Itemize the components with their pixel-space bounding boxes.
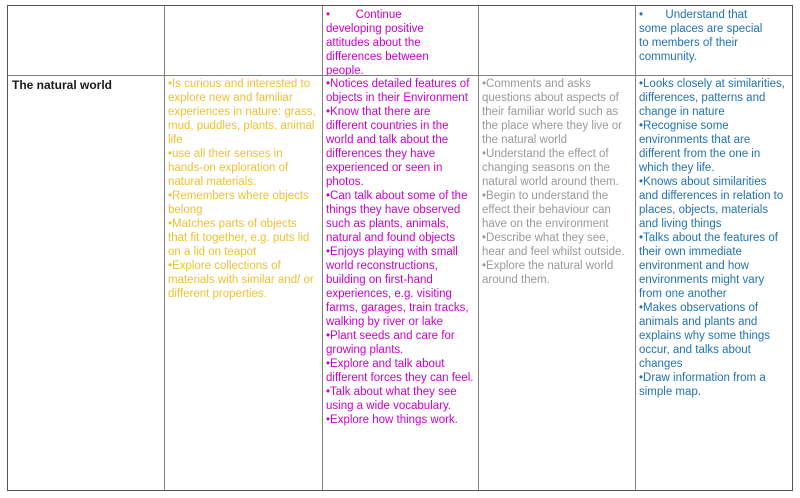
bullet-item: •Begin to understand the effect their behaviour can have on the environment — [482, 190, 611, 230]
bullet-item: •Matches parts of objects that fit together, e.g. puts lid on a lid on teapot — [168, 218, 310, 258]
bullet-item: •Looks closely at similarities, differences, patterns and change in nature — [639, 78, 785, 118]
bullet-item: •Describe what they see, hear and feel whilst outside. — [482, 232, 625, 258]
bullet-item: •Remembers where objects belong — [168, 190, 309, 216]
top-row-magenta-note: • Continue developing positive attitudes about the differences between people. — [323, 6, 479, 76]
bullet-item: •Recognise some environments that are different from the one in which they life. — [639, 120, 761, 174]
bullet-item: •Makes observations of animals and plants and explains why some things occur, and talks about changes — [639, 302, 771, 370]
bullet-item: •Know that there are different countries in the world and talk about the differences they have experienced or seen in photos. — [326, 106, 449, 188]
bullet-item: •Talk about what they see using a wide vocabulary. — [326, 386, 457, 412]
bullet-item: •Comments and asks questions about aspects of their familiar world such as the place where they live or the natural world — [482, 78, 622, 146]
yellow-items-cell — [165, 76, 323, 490]
magenta-items-cell — [323, 76, 479, 490]
bullet-item: •Explore collections of materials with similar and/ or different properties. — [168, 260, 314, 300]
row-label-natural-world: The natural world — [8, 76, 165, 490]
bullet-item: •Is curious and interested to explore new and familiar experiences in nature: grass, mud, puddles, plants, animal life — [168, 78, 316, 146]
top-row-empty-cell-1 — [8, 6, 165, 76]
bullet-item: •Can talk about some of the things they have observed such as plants, animals, natural and found objects — [326, 190, 468, 244]
bullet-item: •Explore and talk about different forces they can feel. — [326, 358, 474, 384]
bullet-item: •Understand the effect of changing seasons on the natural world around them. — [482, 148, 619, 188]
blue-items-cell — [636, 76, 792, 490]
bullet-item: •Enjoys playing with small world reconstructions, building on first-hand experiences, e.g. visiting farms, garages, train tracks, walking by river or lake — [326, 246, 469, 328]
bullet-item: •Notices detailed features of objects in their Environment — [326, 78, 470, 104]
bullet-item: •Talks about the features of their own immediate environment and how environments might vary from one another — [639, 232, 778, 300]
bullet-item: •Knows about similarities and differences in relation to places, objects, materials and living things — [639, 176, 784, 230]
bullet-item: •Plant seeds and care for growing plants. — [326, 330, 455, 356]
bullet-item: •use all their senses in hands-on exploration of natural materials. — [168, 148, 289, 188]
curriculum-table — [7, 5, 793, 491]
top-row-empty-cell-2 — [165, 6, 323, 76]
top-row-empty-cell-4 — [479, 6, 636, 76]
gray-items-cell — [479, 76, 636, 490]
bullet-item: •Draw information from a simple map. — [639, 372, 766, 398]
top-row-blue-note: • Understand that some places are special to members of their community. — [636, 6, 792, 76]
bullet-item: •Explore the natural world around them. — [482, 260, 614, 286]
bullet-item: •Explore how things work. — [326, 414, 458, 426]
